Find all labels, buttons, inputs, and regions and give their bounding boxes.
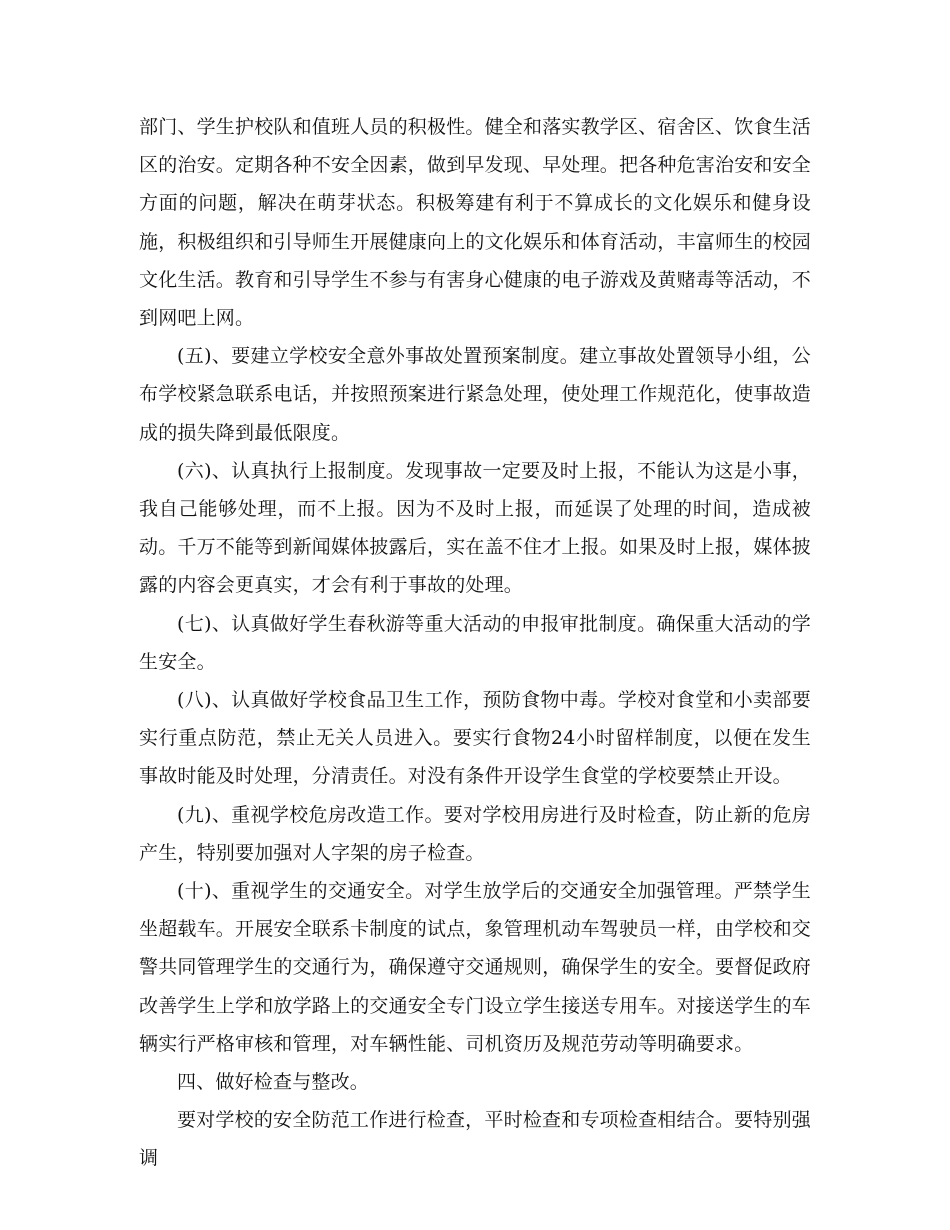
- paragraph-building-safety: (九)、重视学校危房改造工作。要对学校用房进行及时检查，防止新的危房产生，特别要加强对人字架的房子检查。: [139, 803, 811, 864]
- section-heading-inspection: 四、做好检查与整改。: [177, 1071, 370, 1094]
- paragraph-reporting-system: (六)、认真执行上报制度。发现事故一定要及时上报，不能认为这是小事，我自己能够处理，而不上报。因为不及时上报，而延误了处理的时间，造成被动。千万不能等到新闻媒体披露后，实在盖不住才上报。如果及时上报，媒体披露的内容会更真实，才会有利于事故的处理。: [139, 459, 812, 597]
- paragraph-activity-approval: (七)、认真做好学生春秋游等重大活动的申报审批制度。确保重大活动的学生安全。: [139, 612, 811, 673]
- paragraph-campus-security: 部门、学生护校队和值班人员的积极性。健全和落实教学区、宿舍区、饮食生活区的治安。定期各种不安全因素，做到早发现、早处理。把各种危害治安和安全方面的问题，解决在萌芽状态。积极筹建有利于不算成长的文化娱乐和健身设施，积极组织和引导师生开展健康向上的文化娱乐和体育活动，丰富师生的校园文化生活。教育和引导学生不参与有害身心健康的电子游戏及黄赌毒等活动，不到网吧上网。: [139, 116, 812, 330]
- paragraph-inspection: 要对学校的安全防范工作进行检查，平时检查和专项检查相结合。要特别强调: [139, 1109, 811, 1170]
- paragraph-emergency-plan: (五)、要建立学校安全意外事故处置预案制度。建立事故处置领导小组，公布学校紧急联系电话，并按照预案进行紧急处理，使处理工作规范化，使事故造成的损失降到最低限度。: [139, 345, 812, 444]
- paragraph-traffic-safety: (十)、重视学生的交通安全。对学生放学后的交通安全加强管理。严禁学生坐超载车。开展安全联系卡制度的试点，象管理机动车驾驶员一样，由学校和交警共同管理学生的交通行为，确保遵守交通规则，确保学生的安全。要督促政府改善学生上学和放学路上的交通安全专门设立学生接送专用车。对接送学生的车辆实行严格审核和管理，对车辆性能、司机资历及规范劳动等明确要求。: [139, 880, 812, 1055]
- paragraph-food-hygiene: (八)、认真做好学校食品卫生工作，预防食物中毒。学校对食堂和小卖部要实行重点防范，禁止无关人员进入。要实行食物24小时留样制度，以便在发生事故时能及时处理，分清责任。对没有条件开设学生食堂的学校要禁止开设。: [139, 689, 811, 788]
- document-body: [139, 108, 811, 1178]
